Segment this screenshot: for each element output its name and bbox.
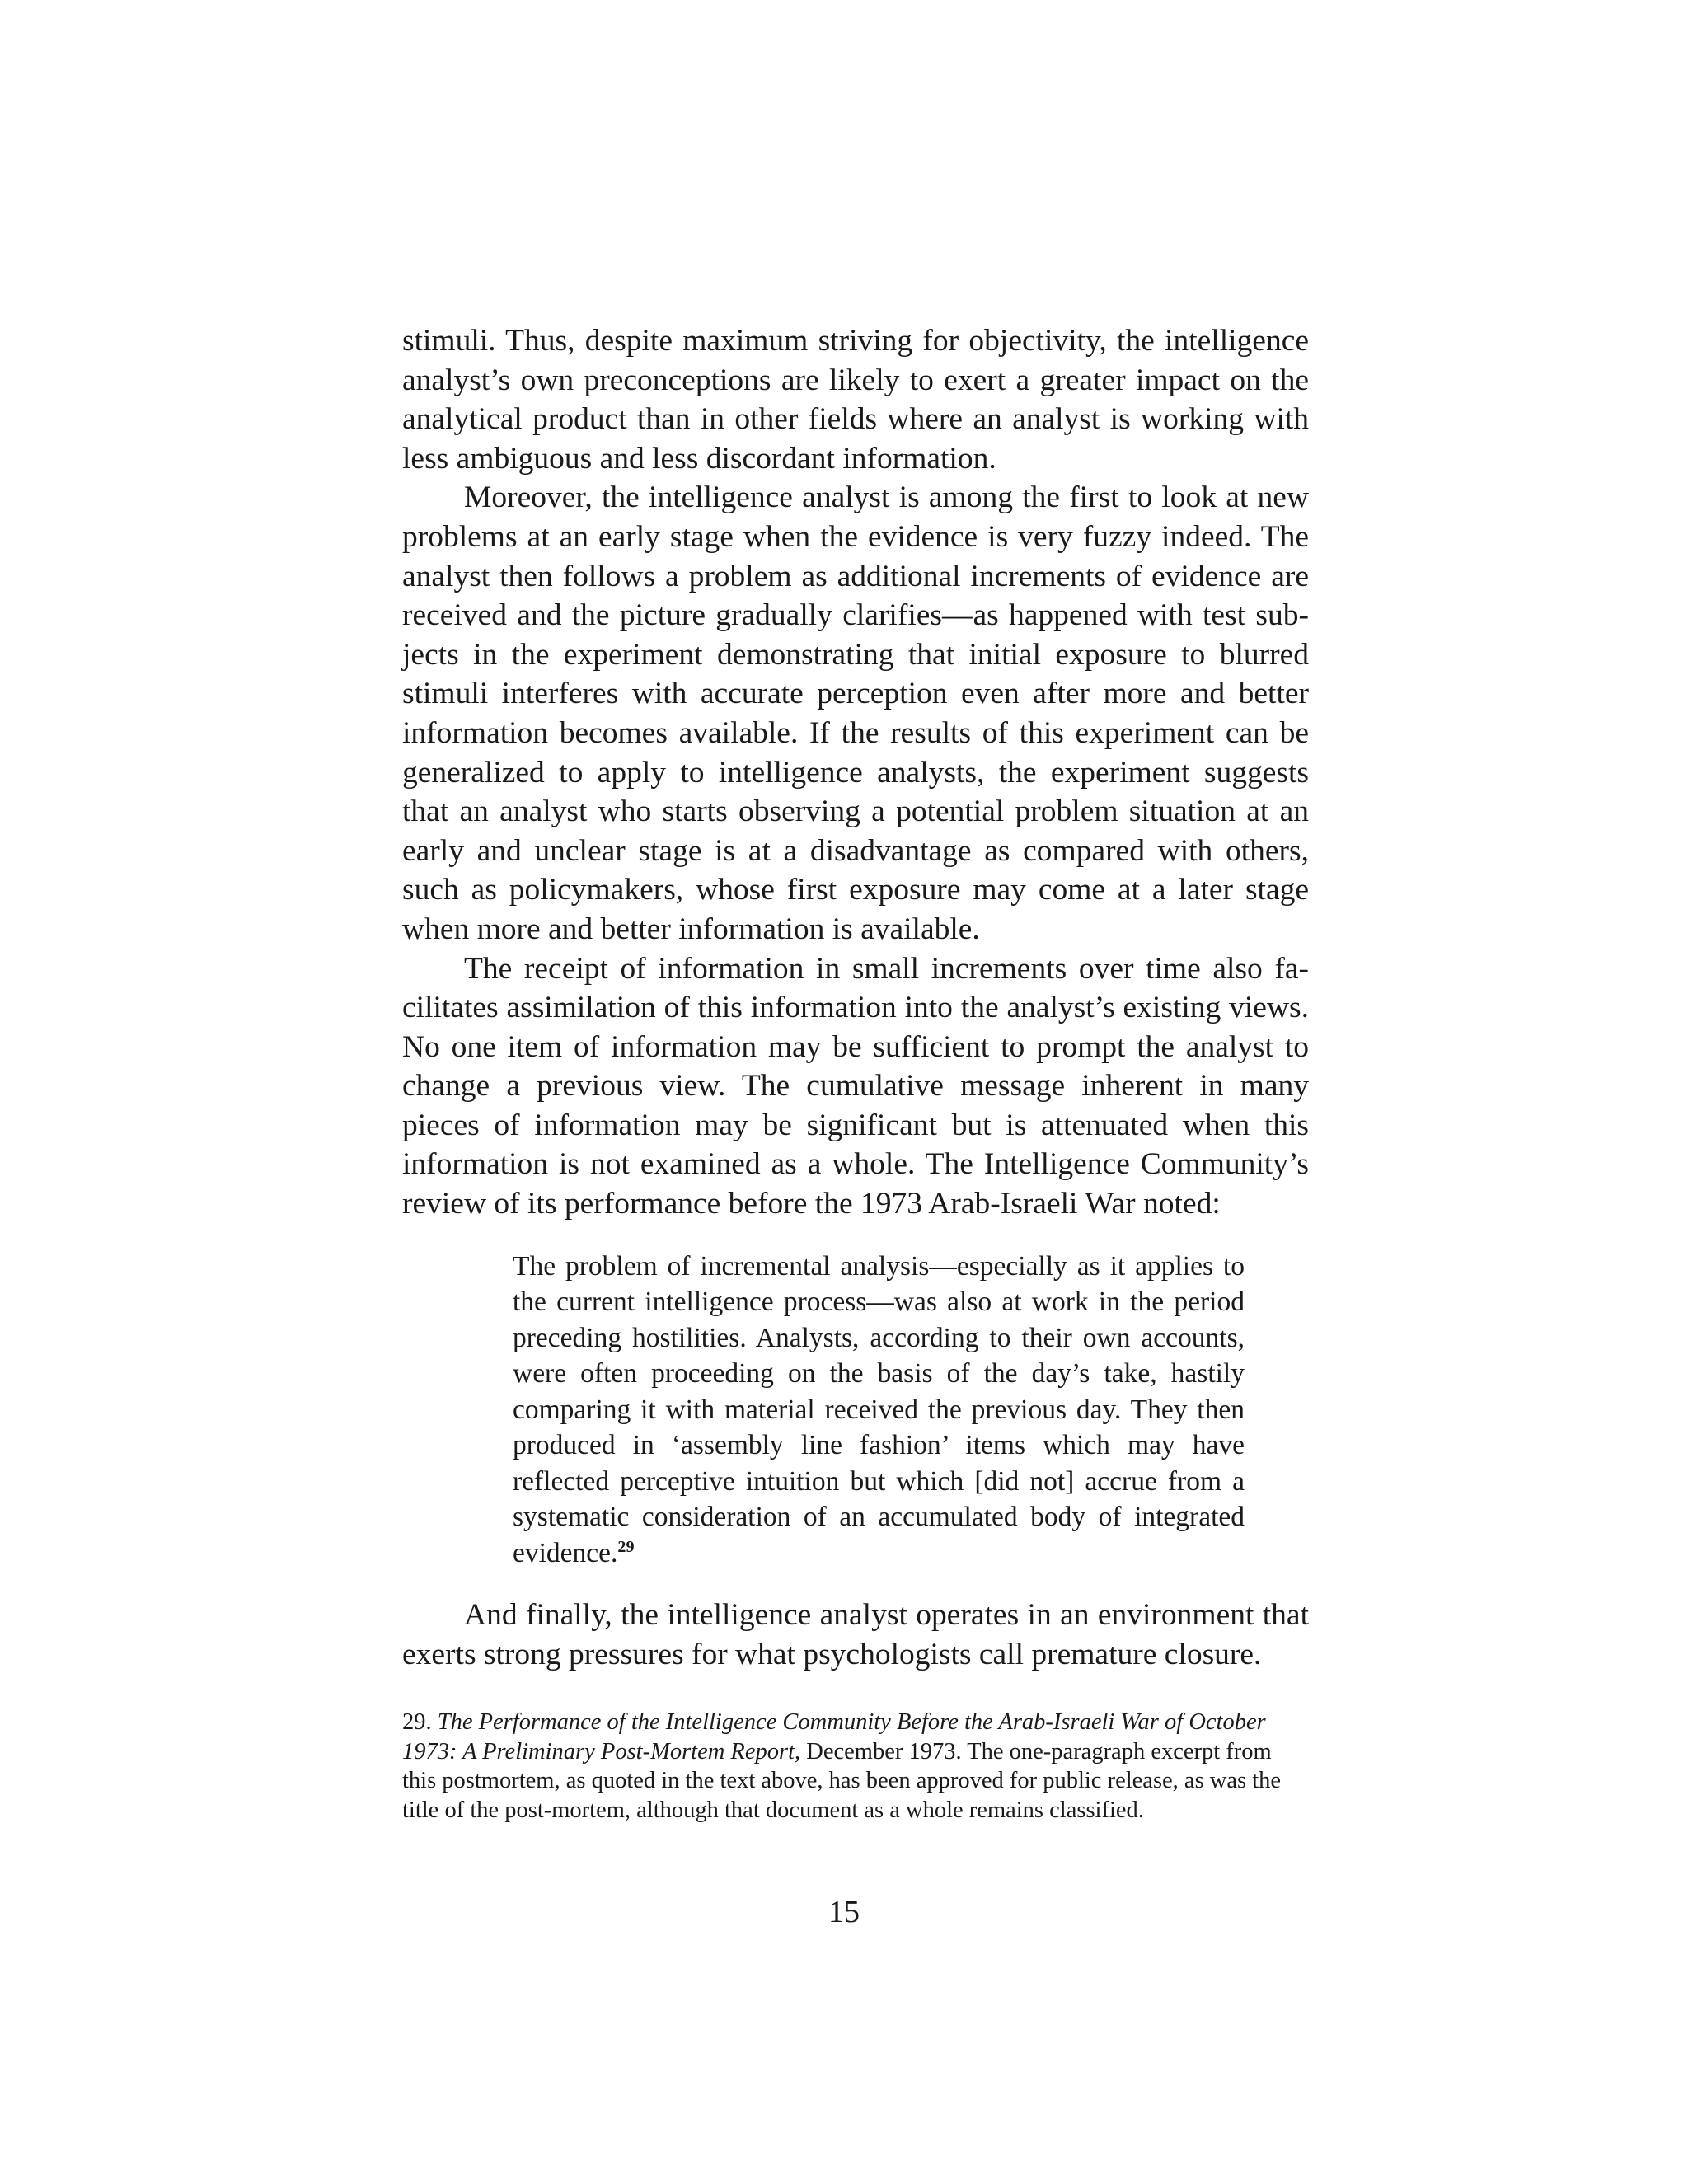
block-quote-text: The problem of incremental analysis—especially as it applies to the current intelligence process—was also at work in the period preceding hostilities. Analysts, according to their own accounts, were often proceeding on the basis of the day’s take, hastily comparing it with material received the previous day. They then produced in ‘assembly line fashion’ items which may have reflected perceptive intuition but which [did not] accrue from a systematic consideration of an accumulated body of integrated evidence. — [513, 1250, 1245, 1568]
footnote-text: December 1973. The one-paragraph excerpt from this postmortem, as quoted in the text above, has been approved for public release, as was the title of the post-mortem, although that document as a whole remains classified. — [402, 1738, 1282, 1823]
page-number: 15 — [828, 1895, 860, 1929]
block-quote — [513, 1249, 1245, 1572]
footnote-title: The Performance of the Intelligence Community Before the Arab-Israeli War of October 1973: A Preliminary Post-Mortem Report, — [402, 1709, 1266, 1765]
footnote-29 — [402, 1708, 1309, 1825]
paragraph-4: And finally, the intelligence analyst operates in an environment that exerts strong pressures for what psychologists call premature closure. — [402, 1598, 1309, 1671]
footnote-number: 29. — [402, 1709, 432, 1735]
paragraph-1: stimuli. Thus, despite maximum striving for objectivity, the intelligence analyst’s own preconceptions are likely to exert a greater impact on the analytical product than in other fields where an analyst is working with less ambiguous and less discordant information. — [402, 324, 1309, 476]
paragraph-2: Moreover, the intelligence analyst is among the first to look at new problems at an early stage when the evidence is very fuzzy indeed. The analyst then follows a problem as additional increments of evidence are received and the picture gradually clarifies—as happened with test subjects in the experiment demonstrating that initial exposure to blurred stimuli interferes with accurate perception even after more and better information becomes available. If the results of this experiment can be generalized to apply to intelligence analysts, the experiment suggests that an analyst who starts observing a potential problem situation at an early and unclear stage is at a disadvantage as compared with others, such as policymakers, whose first exposure may come at a later stage when more and better information is available. — [402, 480, 1309, 946]
footnote-reference[interactable]: 29 — [617, 1537, 635, 1556]
paragraph-3: The receipt of information in small increments over time also facilitates assimilation of this information into the analyst’s existing views. No one item of information may be sufficient to prompt the analyst to change a previous view. The cumulative message inherent in many pieces of information may be significant but is attenuated when this information is not examined as a whole. The Intelligence Community’s review of its performance before the 1973 Arab-Israeli War noted: — [402, 951, 1309, 1221]
footnotes — [402, 1708, 1309, 1825]
body-text — [402, 321, 1309, 1674]
